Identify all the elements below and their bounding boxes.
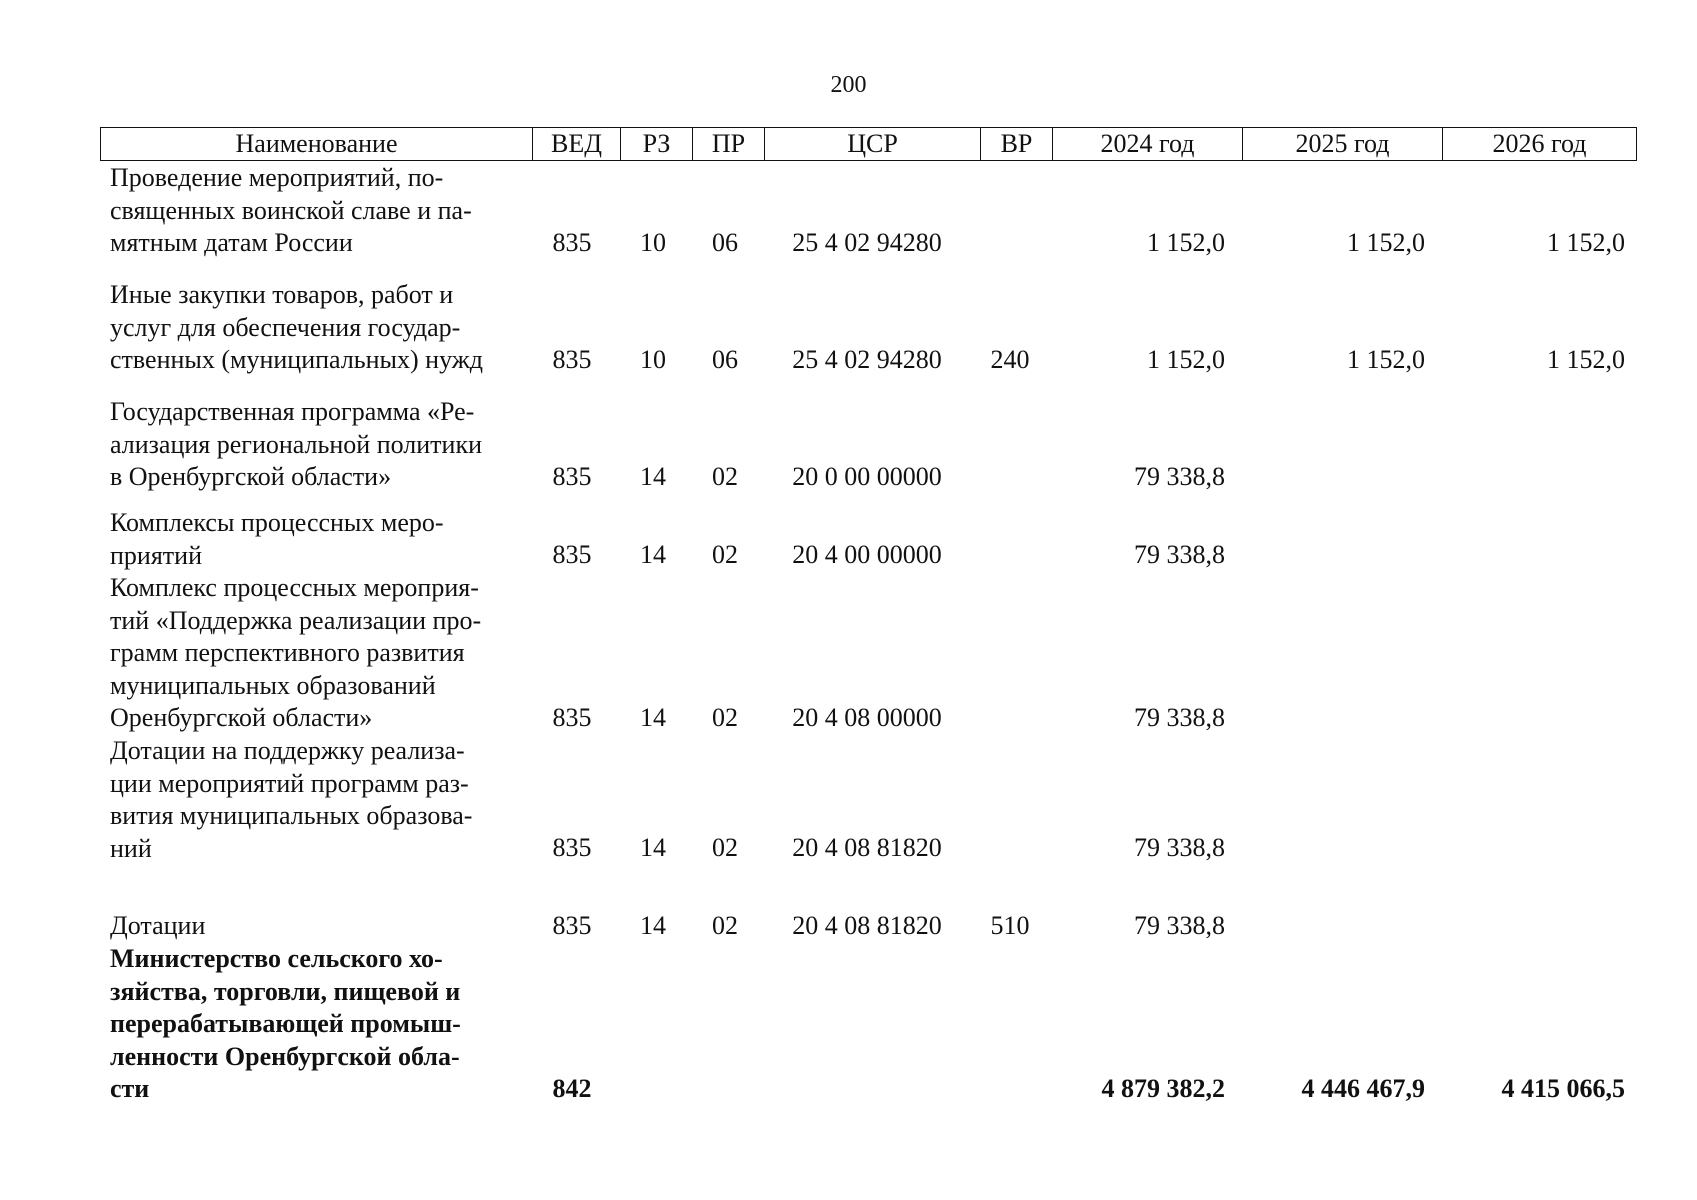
header-name: Наименование: [101, 128, 533, 160]
page-number: 200: [830, 72, 867, 98]
row-2024: 79 338,8: [1134, 911, 1225, 940]
row-csr: 20 4 08 81820: [792, 911, 942, 940]
row-name: Дотации на поддержку реализа- ции мероприятий программ раз- вития муниципальных образова- ний: [110, 736, 473, 863]
row-pr: 02: [712, 462, 738, 491]
header-rz: РЗ: [621, 128, 693, 160]
row-2026: 1 152,0: [1547, 345, 1625, 374]
row-name: Дотации: [110, 911, 206, 940]
row-rz: 14: [640, 462, 666, 491]
row-name: Иные закупки товаров, работ и услуг для обеспечения государ- ственных (муниципальных) нужд: [110, 280, 483, 374]
row-ved: 835: [552, 228, 592, 257]
row-rz: 14: [640, 911, 666, 940]
row-csr: 25 4 02 94280: [792, 228, 942, 257]
row-2024: 79 338,8: [1134, 540, 1225, 569]
row-name: Комплексы процессных меро- приятий: [110, 508, 444, 570]
row-2024: 1 152,0: [1147, 228, 1225, 257]
row-2025: 1 152,0: [1347, 345, 1425, 374]
row-name: Государственная программа «Ре- ализация региональной политики в Оренбургской области»: [110, 397, 482, 491]
row-ved: 835: [552, 703, 592, 732]
row-2024: 1 152,0: [1147, 345, 1225, 374]
row-ved: 835: [552, 911, 592, 940]
row-csr: 25 4 02 94280: [792, 345, 942, 374]
row-name: Комплекс процессных мероприя- тий «Поддержка реализации про- грамм перспективного развития муниципальных образований Оренбургской области»: [110, 573, 482, 732]
row-2025: 4 446 467,9: [1301, 1074, 1425, 1103]
row-csr: 20 4 00 00000: [792, 540, 942, 569]
row-2024: 79 338,8: [1134, 703, 1225, 732]
row-pr: 06: [712, 345, 738, 374]
row-2024: 79 338,8: [1134, 833, 1225, 862]
row-csr: 20 4 08 81820: [792, 833, 942, 862]
row-ved: 835: [552, 345, 592, 374]
row-ved: 835: [552, 462, 592, 491]
row-ved: 842: [552, 1074, 592, 1103]
header-2024: 2024 год: [1053, 128, 1243, 160]
row-name: Министерство сельского хо- зяйства, торговли, пищевой и перерабатывающей промыш- ленности Оренбургской обла- сти: [110, 944, 461, 1103]
header-vr: ВР: [981, 128, 1053, 160]
row-ved: 835: [552, 540, 592, 569]
header-2026: 2026 год: [1492, 129, 1587, 158]
header-2025: 2025 год: [1243, 128, 1443, 160]
row-rz: 14: [640, 540, 666, 569]
row-vr: 240: [990, 345, 1030, 374]
row-rz: 10: [640, 345, 666, 374]
row-name: Проведение мероприятий, по- священных воинской славе и па- мятным датам России: [110, 163, 472, 257]
row-2026: 4 415 066,5: [1501, 1074, 1625, 1103]
row-2024: 4 879 382,2: [1101, 1074, 1225, 1103]
header-pr: ПР: [693, 128, 765, 160]
row-2025: 1 152,0: [1347, 228, 1425, 257]
header-csr: ЦСР: [765, 128, 981, 160]
row-pr: 02: [712, 703, 738, 732]
row-pr: 06: [712, 228, 738, 257]
row-rz: 10: [640, 228, 666, 257]
row-2024: 79 338,8: [1134, 462, 1225, 491]
table-header: [100, 127, 1637, 161]
row-csr: 20 0 00 00000: [792, 462, 942, 491]
row-vr: 510: [990, 911, 1030, 940]
row-pr: 02: [712, 911, 738, 940]
row-2026: 1 152,0: [1547, 228, 1625, 257]
row-pr: 02: [712, 833, 738, 862]
row-csr: 20 4 08 00000: [792, 703, 942, 732]
row-pr: 02: [712, 540, 738, 569]
row-rz: 14: [640, 703, 666, 732]
header-ved: ВЕД: [533, 128, 621, 160]
row-rz: 14: [640, 833, 666, 862]
row-ved: 835: [552, 833, 592, 862]
